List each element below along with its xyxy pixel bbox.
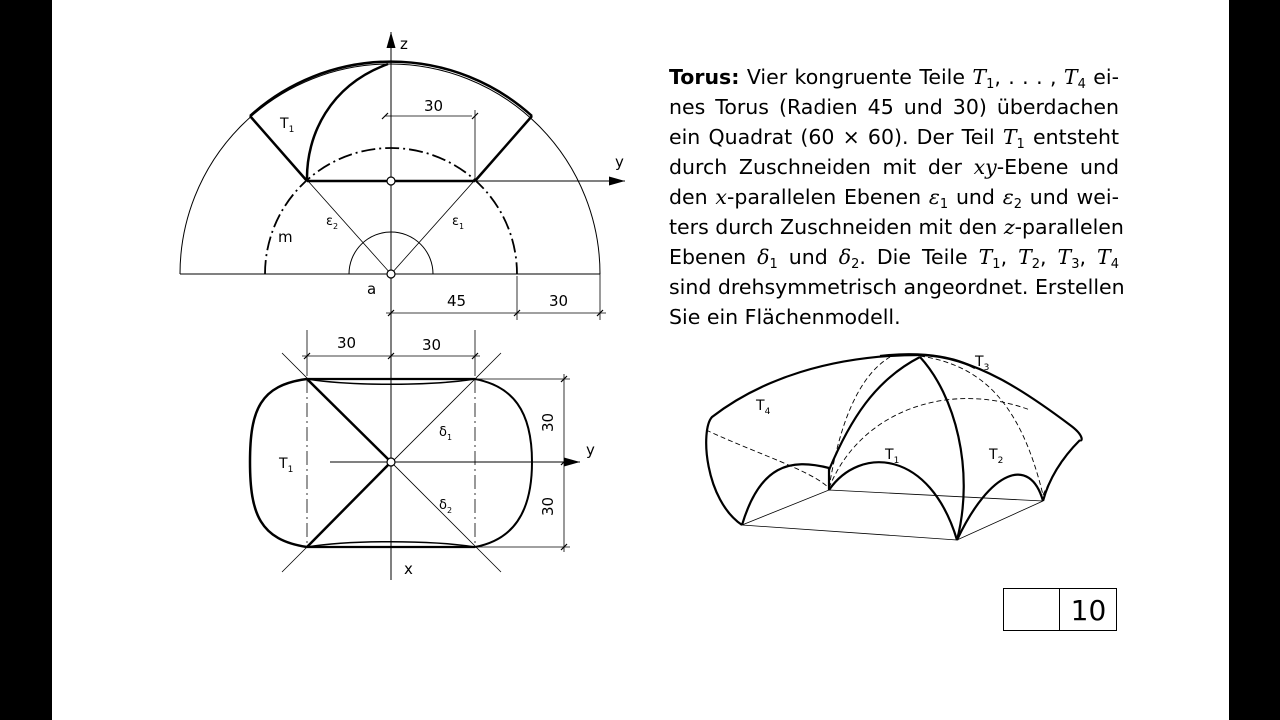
task-text-part: xy: [973, 155, 997, 179]
t1-cut-right: [475, 116, 532, 181]
task-text-part: Sie ein Flächenmodell.: [669, 305, 901, 329]
task-line: [669, 92, 1119, 122]
task-text-part: 1: [992, 257, 1001, 272]
task-text-part: Vier kongruente Teile: [739, 65, 973, 89]
task-text-part: T: [978, 245, 993, 269]
task-text-part: den: [669, 185, 716, 209]
task-text-part: 2: [1013, 197, 1022, 212]
task-text-part: ε: [1002, 185, 1014, 209]
task-text-part: und: [948, 185, 1003, 209]
axis-z-label: z: [400, 35, 408, 53]
outer-semicircle: [180, 64, 600, 274]
t1-contour: [307, 64, 388, 181]
task-text-part: . Die Teile: [859, 245, 979, 269]
task-text-part: 4: [1077, 77, 1086, 92]
task-text-part: T: [1018, 245, 1032, 269]
task-line: [669, 122, 1119, 152]
front-view-labels: [278, 35, 624, 310]
task-text-part: 4: [1110, 257, 1119, 272]
iso-t3-label: $T_3$: [975, 354, 990, 373]
task-text-part: 1: [986, 77, 995, 92]
iso-t4-label: $T_4$: [756, 398, 771, 417]
task-text-part: 2: [851, 257, 860, 272]
task-text-part: T: [1097, 245, 1111, 269]
iso-view: [706, 354, 1082, 540]
task-text-part: ,: [1000, 245, 1019, 269]
task-text-part: , . . . ,: [994, 65, 1064, 89]
task-line: [669, 272, 1125, 302]
top-view-labels: [278, 334, 595, 578]
task-text-part: 2: [1031, 257, 1041, 272]
dim-lower-30: 30: [539, 496, 557, 516]
iso-ridge-t1-right: [920, 357, 964, 540]
dim-top-30: 30: [424, 97, 444, 115]
task-text-part: -parallelen Ebenen: [726, 185, 929, 209]
task-text-part: T: [1063, 65, 1078, 89]
dim-45: 45: [447, 292, 467, 310]
task-text-part: ,: [1079, 245, 1097, 269]
iso-t1-label: $T_1$: [885, 447, 900, 466]
iso-front-arch: [829, 462, 957, 540]
delta2-label: $\delta_2$: [439, 498, 453, 515]
task-line: [669, 152, 1119, 182]
task-text-part: 1: [769, 257, 778, 272]
eps1-label: $\varepsilon_1$: [452, 214, 465, 231]
iso-front-arch-left: [742, 464, 829, 525]
t1-cut-left: [250, 116, 307, 181]
task-text-part: und: [777, 245, 839, 269]
task-text-part: ein Quadrat (60 × 60). Der Teil: [669, 125, 1003, 149]
plan-outline-right: [475, 379, 532, 547]
task-text-part: ε: [928, 185, 940, 209]
task-text-part: -parallelen: [1014, 215, 1124, 239]
task-text-part: ters durch Zuschneiden mit den: [669, 215, 1004, 239]
m-label: m: [278, 228, 293, 246]
task-text-part: Ebenen: [669, 245, 758, 269]
task-text-part: und wei-: [1022, 185, 1119, 209]
delta1-label: $\delta_1$: [439, 425, 453, 442]
task-text-part: -Ebene und: [996, 155, 1119, 179]
iso-outer-top: [920, 355, 1082, 440]
task-text-part: 1: [939, 197, 949, 212]
t1-label-front: $T_1$: [280, 116, 295, 135]
task-text-part: entsteht: [1024, 125, 1119, 149]
task-text-part: T: [1002, 125, 1017, 149]
task-text-part: δ: [757, 245, 770, 269]
task-line: [669, 182, 1119, 212]
eps2-label: $\varepsilon_2$: [326, 214, 339, 231]
task-text-part: z: [1003, 215, 1015, 239]
axis-y-label-top: y: [586, 441, 595, 459]
task-text-part: 3: [1071, 257, 1080, 272]
axis-y-label-front: y: [615, 153, 624, 171]
axis-x-label: x: [404, 560, 413, 578]
dim-left-30: 30: [337, 334, 357, 352]
task-text-part: 1: [1016, 137, 1025, 152]
task-line: [669, 212, 1124, 242]
page-number-box: [1003, 588, 1117, 631]
task-description: [669, 62, 1125, 332]
task-text-part: durch Zuschneiden mit der: [669, 155, 974, 179]
iso-ridge-t1-left: [829, 357, 920, 470]
task-text-part: ,: [1040, 245, 1058, 269]
iso-right-arch: [957, 475, 1043, 540]
task-line: [669, 62, 1119, 92]
task-text-part: sind drehsymmetrisch angeordnet. Erstellen: [669, 275, 1125, 299]
task-text-part: Torus:: [669, 65, 740, 89]
top-view: [250, 330, 580, 572]
iso-t2-label: $T_2$: [989, 447, 1004, 466]
task-line: [669, 302, 1119, 332]
task-line: [669, 242, 1119, 272]
dim-upper-30: 30: [539, 412, 557, 432]
task-text-part: ei-: [1085, 65, 1119, 89]
task-text-part: δ: [838, 245, 852, 269]
task-text-part: T: [1057, 245, 1072, 269]
task-text-part: x: [715, 185, 727, 209]
page-number: 10: [1070, 594, 1107, 627]
page-box-empty-cell: [1004, 589, 1060, 630]
task-text-part: nes Torus (Radien 45 und 30) überdachen: [669, 95, 1119, 119]
iso-right-ridge: [1043, 440, 1080, 501]
dim-30-bottom: 30: [549, 292, 569, 310]
task-text-part: T: [972, 65, 987, 89]
dim-right-30: 30: [422, 336, 442, 354]
iso-outer-left: [706, 355, 920, 525]
a-label: a: [367, 280, 377, 298]
t1-label-top: $T_1$: [279, 456, 294, 475]
